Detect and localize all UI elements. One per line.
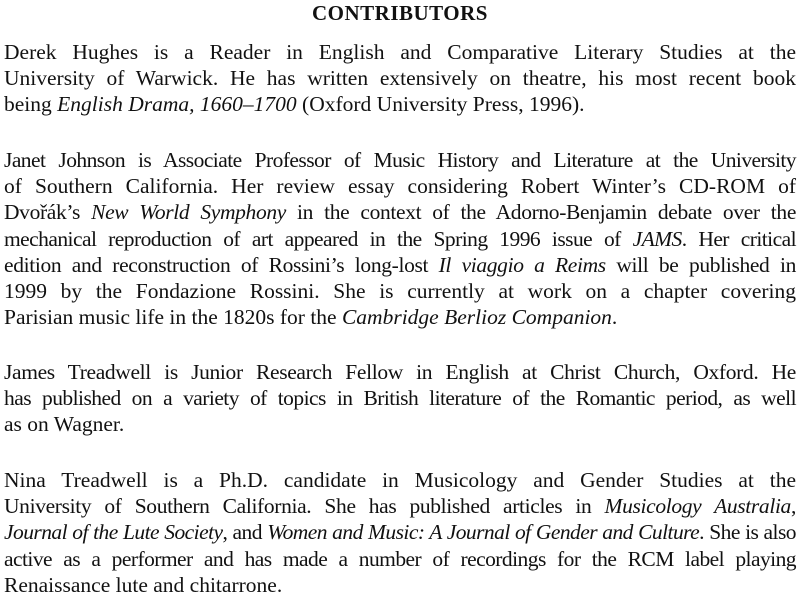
text: (Oxford University Press, 1996). bbox=[296, 92, 585, 117]
contributor-bio-janet-johnson bbox=[4, 147, 796, 330]
contributor-bio-james-treadwell bbox=[4, 359, 796, 438]
bio-line: Derek Hughes is a Reader in English and Comparative Literary Studies at the bbox=[4, 40, 796, 64]
text: Dvořák’s bbox=[4, 200, 92, 225]
text: mechanical reproduction of art appeared in the Spring 1996 issue of bbox=[4, 226, 633, 251]
bio-line bbox=[4, 199, 796, 225]
text: in the context of the Adorno-Benjamin debate over the bbox=[285, 200, 797, 225]
bio-line bbox=[4, 493, 796, 519]
text: being bbox=[4, 92, 58, 117]
bio-line bbox=[4, 91, 796, 117]
bio-line bbox=[4, 304, 796, 330]
bio-line bbox=[4, 252, 796, 278]
bio-line: 1999 by the Fondazione Rossini. She is currently at work on a chapter covering bbox=[4, 278, 796, 303]
contributors-page bbox=[4, 0, 797, 597]
contributor-bio-nina-treadwell bbox=[4, 467, 796, 598]
text: . bbox=[611, 305, 618, 330]
text: . She is also bbox=[699, 520, 796, 545]
contributor-bio-derek-hughes bbox=[4, 39, 796, 118]
text: . Her critical bbox=[681, 226, 796, 251]
bio-line: Nina Treadwell is a Ph.D. candidate in Musicology and Gender Studies at the bbox=[4, 468, 796, 492]
text: , and bbox=[222, 520, 268, 545]
journal-title: Musicology Australia bbox=[604, 494, 791, 519]
bio-line: has published on a variety of topics in British literature of the Romantic period, as well bbox=[4, 386, 796, 411]
text: will be published in bbox=[605, 252, 796, 277]
bio-line bbox=[4, 226, 796, 252]
text: University of Southern California. She has published articles in bbox=[4, 494, 605, 519]
journal-title: Women and Music: A Journal of Gender and Culture bbox=[267, 520, 700, 545]
book-title: English Drama, 1660–1700 bbox=[57, 92, 297, 117]
bio-line: as on Wagner. bbox=[4, 412, 125, 437]
bio-line: active as a performer and has made a number of recordings for the RCM label playing bbox=[4, 546, 796, 571]
journal-title: JAMS bbox=[632, 226, 682, 251]
book-title: Cambridge Berlioz Companion bbox=[341, 305, 612, 330]
text: Parisian music life in the 1820s for the bbox=[4, 305, 342, 330]
bio-line: of Southern California. Her review essay considering Robert Winter’s CD-ROM of bbox=[4, 174, 796, 199]
bio-line: University of Warwick. He has written extensively on theatre, his most recent book bbox=[4, 66, 796, 91]
page-title: CONTRIBUTORS bbox=[312, 1, 488, 25]
bio-line bbox=[4, 519, 796, 545]
bio-line: Renaissance lute and chitarrone. bbox=[4, 572, 283, 597]
bio-line: Janet Johnson is Associate Professor of Music History and Literature at the University bbox=[4, 148, 796, 172]
work-title: New World Symphony bbox=[91, 200, 286, 225]
journal-title: Journal of the Lute Society bbox=[4, 520, 223, 545]
text: , bbox=[790, 494, 796, 519]
work-title: Il viaggio a Reims bbox=[438, 252, 606, 277]
bio-line: James Treadwell is Junior Research Fellow in English at Christ Church, Oxford. He bbox=[4, 360, 796, 384]
text: edition and reconstruction of Rossini’s long-lost bbox=[4, 252, 439, 277]
